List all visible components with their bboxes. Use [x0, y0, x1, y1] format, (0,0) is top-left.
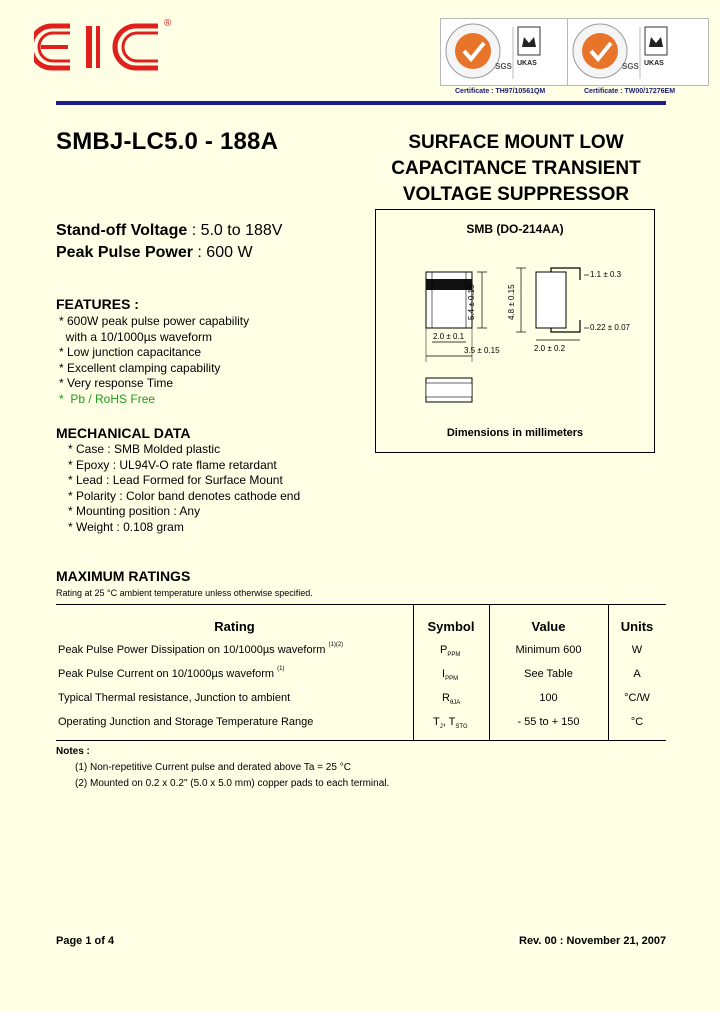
standoff-value: : 5.0 to 188V	[187, 222, 283, 239]
mechanical-item: * Case : SMB Molded plastic	[68, 442, 221, 456]
description-title	[366, 130, 666, 208]
table-row	[56, 692, 666, 712]
dim-body-height: 5.4 ± 0.15	[467, 284, 476, 320]
feature-item: * Low junction capacitance	[59, 345, 202, 360]
pb-free-item: * Pb / RoHS Free	[59, 391, 156, 406]
symbol-cell: $R_{\theta JA}$	[442, 692, 461, 706]
unit-cell: °C/W	[624, 692, 650, 704]
ukas-text: UKAS	[517, 60, 537, 67]
page-indicator: Page 1 of 4	[56, 935, 115, 947]
symbol-cell: $I_{PPM}$	[442, 668, 459, 682]
dim-lead-thickness: 0.22 ± 0.07	[590, 323, 630, 332]
column-header-units: Units	[620, 619, 654, 634]
value-cell: Minimum 600	[515, 644, 582, 656]
value-cell: See Table	[524, 668, 573, 680]
unit-cell: W	[631, 644, 643, 656]
dim-top-thickness: 1.1 ± 0.3	[590, 270, 622, 279]
standoff-voltage-spec	[56, 222, 282, 240]
feature-item: with a 10/1000µs waveform	[59, 329, 212, 344]
table-row	[56, 668, 666, 688]
registered-mark: ®	[164, 18, 172, 29]
ukas-crown-icon	[518, 27, 540, 55]
note-item: (1) Non-repetitive Current pulse and derated above Ta = 25 °C	[75, 762, 351, 773]
description-line: SURFACE MOUNT LOW	[408, 132, 624, 153]
table-row	[56, 644, 666, 664]
power-value: : 600 W	[192, 244, 253, 261]
mechanical-item: * Weight : 0.108 gram	[68, 519, 184, 534]
header-rule	[56, 101, 666, 105]
table-row	[56, 716, 666, 736]
standoff-label: Stand-off Voltage	[56, 222, 188, 239]
symbol-cell: $P_{PPM}$	[440, 644, 461, 658]
dim-lead-width: 2.0 ± 0.1	[433, 332, 465, 341]
certificate-badge-2	[567, 18, 709, 86]
package-side-view	[536, 272, 566, 328]
dim-body-length: 3.5 ± 0.15	[464, 346, 500, 355]
cathode-band	[426, 279, 472, 290]
power-label: Peak Pulse Power	[56, 244, 193, 261]
ukas-crown-icon	[645, 27, 667, 55]
symbol-cell: $T_J$, $T_{STG}$	[433, 716, 468, 730]
feature-item: * 600W peak pulse power capability	[59, 314, 250, 328]
mechanical-item: * Mounting position : Any	[68, 504, 201, 519]
sgs-seal-icon	[568, 19, 708, 85]
revision-date: Rev. 00 : November 21, 2007	[519, 935, 667, 947]
value-cell: 100	[539, 692, 558, 704]
eic-logo	[34, 18, 179, 76]
ratings-subtitle: Rating at 25 °C ambient temperature unless otherwise specified.	[56, 588, 313, 598]
eic-logo-graphic	[34, 18, 179, 76]
ratings-table	[56, 604, 666, 742]
sgs-seal-icon	[441, 19, 581, 85]
feature-item: * Very response Time	[59, 376, 174, 391]
ratings-heading: MAXIMUM RATINGS	[56, 568, 191, 584]
part-number-title: SMBJ-LC5.0 - 188A	[56, 128, 279, 155]
description-line: VOLTAGE SUPPRESSOR	[402, 184, 630, 205]
certificate-label-1: Certificate : TH97/10561QM	[455, 88, 546, 95]
column-header-rating: Rating	[214, 619, 255, 634]
dim-lead-height: 4.8 ± 0.15	[507, 284, 516, 320]
peak-power-spec	[56, 244, 253, 262]
unit-cell: °C	[630, 716, 644, 728]
package-caption: Dimensions in millimeters	[446, 427, 584, 439]
features-heading: FEATURES :	[56, 296, 139, 312]
rating-cell: Peak Pulse Power Dissipation on 10/1000µs waveform $^{(1)(2)}$	[58, 642, 344, 656]
certificate-badge-1	[440, 18, 582, 86]
mechanical-heading: MECHANICAL DATA	[56, 425, 191, 441]
unit-cell: A	[633, 668, 641, 680]
column-header-symbol: Symbol	[427, 619, 475, 634]
value-cell: - 55 to + 150	[517, 716, 580, 728]
mechanical-item: * Polarity : Color band denotes cathode end	[68, 488, 301, 503]
features-list	[59, 314, 249, 408]
notes-heading: Notes :	[56, 746, 90, 757]
mechanical-list	[68, 442, 300, 536]
rating-cell: Operating Junction and Storage Temperature Range	[58, 716, 314, 728]
description-line: CAPACITANCE TRANSIENT	[391, 158, 641, 179]
feature-item: * Excellent clamping capability	[59, 360, 221, 375]
note-item: (2) Mounted on 0.2 x 0.2" (5.0 x 5.0 mm) copper pads to each terminal.	[75, 778, 390, 789]
package-drawing-box	[375, 209, 655, 453]
column-header-value: Value	[531, 619, 566, 634]
mechanical-item: * Lead : Lead Formed for Surface Mount	[68, 473, 283, 488]
ukas-text: UKAS	[644, 60, 664, 67]
mechanical-item: * Epoxy : UL94V-O rate flame retardant	[68, 457, 277, 472]
sgs-text: SGS	[622, 62, 639, 71]
dim-bottom-width: 2.0 ± 0.2	[534, 344, 566, 353]
rating-cell: Peak Pulse Current on 10/1000µs waveform $^{(1)}$	[58, 666, 285, 680]
rating-cell: Typical Thermal resistance, Junction to ambient	[58, 692, 291, 704]
sgs-text: SGS	[495, 62, 512, 71]
package-title: SMB (DO-214AA)	[466, 222, 564, 236]
certificate-label-2: Certificate : TW00/17276EM	[584, 88, 676, 95]
